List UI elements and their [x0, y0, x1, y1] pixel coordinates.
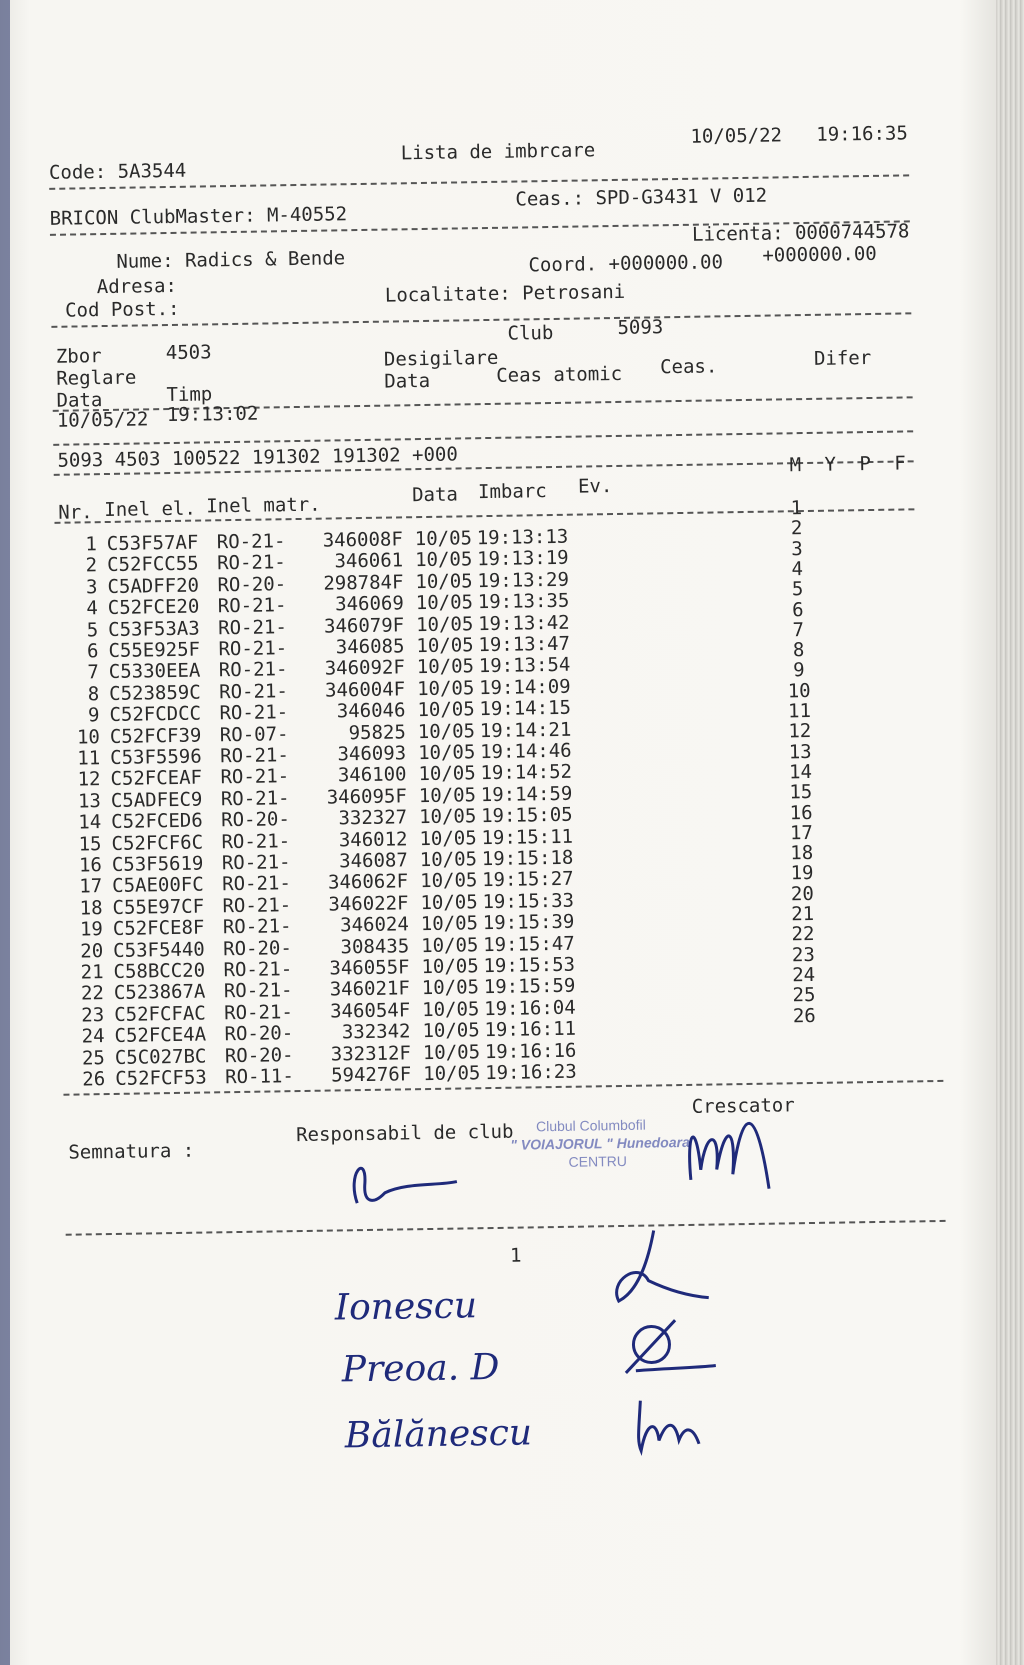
entry-date: 10/05: [417, 698, 475, 722]
flight-value: 4503: [165, 341, 212, 365]
col-inel-el: Inel el.: [104, 497, 196, 522]
stamp-line-3: CENTRU: [568, 1152, 628, 1170]
coordinates: Coord. +000000.00: [528, 251, 724, 277]
handwritten-name-2: Preoa. D: [341, 1346, 500, 1391]
ring-number: 594276F: [330, 1063, 412, 1087]
row-number: 19: [79, 918, 104, 941]
entry-date: 10/05: [422, 1019, 480, 1043]
ring-prefix: RO-21-: [220, 786, 290, 811]
entry-date: 10/05: [421, 976, 480, 1000]
ring-number: 346055F: [329, 956, 410, 980]
flight-code-line: 5093 4503 100522 191302 191302 +000: [57, 443, 459, 472]
entry-time: 19:13:54: [478, 654, 571, 678]
ring-prefix: RO-21-: [222, 893, 292, 918]
ring-number: 346087: [339, 849, 409, 873]
entry-time: 19:13:35: [477, 589, 570, 614]
entry-time: 19:14:21: [479, 718, 572, 742]
handwritten-signature-1: [598, 1219, 719, 1311]
entry-date: 10/05: [418, 762, 476, 786]
position-number: 19: [790, 862, 814, 885]
entry-time: 19:15:27: [481, 868, 574, 892]
entry-time: 19:15:47: [482, 932, 575, 956]
row-number: 7: [87, 661, 100, 684]
print-datetime: 10/05/22 19:16:35: [690, 122, 908, 148]
entry-date: 10/05: [420, 912, 479, 936]
entry-date: 10/05: [415, 612, 474, 636]
ring-number: 346012: [338, 827, 408, 851]
divider: [51, 312, 911, 328]
ring-number: 346085: [335, 635, 405, 659]
handwritten-signature-2: [615, 1307, 726, 1389]
position-number: 2: [790, 517, 803, 540]
electronic-ring: C55E925F: [108, 638, 201, 662]
entry-date: 10/05: [417, 741, 476, 765]
col-data: Data: [411, 483, 459, 507]
row-number: 12: [77, 768, 101, 791]
position-number: 26: [792, 1004, 816, 1027]
page-number: 1: [509, 1244, 522, 1267]
electronic-ring: C53F53A3: [107, 617, 200, 641]
club-label: Club: [507, 321, 554, 345]
ring-number: 298784F: [323, 571, 404, 595]
ring-prefix: RO-20-: [224, 1043, 294, 1067]
position-number: 15: [789, 781, 813, 804]
ring-prefix: RO-07-: [219, 722, 289, 746]
clock-id: Ceas.: SPD-G3431 V 012: [515, 184, 768, 211]
ring-prefix: RO-21-: [221, 829, 291, 853]
ring-number: 346046: [336, 699, 406, 723]
entry-time: 19:16:23: [485, 1060, 577, 1085]
ring-number: 346022F: [328, 892, 409, 916]
electronic-ring: C52FCE4A: [114, 1023, 207, 1048]
ring-number: 308435: [340, 934, 410, 958]
ring-prefix: RO-21-: [217, 615, 287, 639]
entry-date: 10/05: [414, 548, 473, 572]
entry-date: 10/05: [417, 719, 476, 743]
position-number: 25: [792, 984, 816, 1007]
electronic-ring: C53F5619: [111, 852, 204, 876]
entry-date: 10/05: [419, 848, 478, 872]
club-responsible-signature: [336, 1141, 477, 1213]
setting-time: 19:13:02: [166, 402, 259, 427]
handwritten-signature-3: [626, 1390, 717, 1461]
breeder-signature: [675, 1088, 797, 1200]
col-inel-matr: Inel matr.: [206, 493, 321, 518]
position-number: 3: [791, 537, 803, 560]
entry-date: 10/05: [415, 570, 473, 593]
flight-label: Zbor: [55, 345, 102, 368]
ring-prefix: RO-20-: [221, 808, 290, 832]
entry-time: 19:15:18: [481, 846, 574, 871]
row-number: 4: [86, 597, 99, 620]
ring-number: 346093: [337, 742, 407, 766]
row-number: 11: [77, 747, 101, 770]
ring-prefix: RO-21-: [216, 551, 286, 575]
electronic-ring: C53F57AF: [106, 531, 199, 556]
ring-prefix: RO-21-: [217, 594, 287, 618]
handwritten-name-1: Ionescu: [334, 1285, 478, 1329]
entry-time: 19:14:09: [478, 675, 571, 699]
position-number: 13: [788, 740, 812, 763]
position-number: 6: [792, 598, 804, 621]
licence-number: Licenta: 0000744578: [691, 220, 910, 246]
electronic-ring: C52FCFAC: [114, 1002, 206, 1026]
ring-prefix: RO-21-: [221, 851, 291, 875]
electronic-ring: C52FCE20: [107, 595, 200, 620]
position-number: 23: [791, 943, 815, 966]
ring-number: 346079F: [323, 613, 405, 638]
footer-divider: [66, 1220, 946, 1236]
entry-date: 10/05: [418, 805, 477, 829]
row-number: 15: [78, 832, 102, 856]
entry-time: 19:14:52: [480, 761, 573, 785]
ring-number: 346054F: [329, 999, 411, 1023]
entry-date: 10/05: [418, 784, 477, 807]
electronic-ring: C53F5596: [110, 745, 202, 769]
col-nr: Nr.: [58, 501, 93, 524]
ring-number: 346004F: [324, 678, 406, 702]
position-number: 24: [792, 963, 816, 987]
electronic-ring: C5C027BC: [114, 1045, 207, 1069]
scan-edge-left: [0, 0, 10, 1665]
entry-date: 10/05: [421, 955, 479, 979]
ring-number: 346021F: [329, 977, 411, 1001]
row-number: 3: [85, 575, 98, 599]
ring-prefix: RO-21-: [218, 658, 288, 682]
entry-time: 19:15:33: [482, 889, 575, 913]
entry-date: 10/05: [421, 933, 479, 957]
entry-time: 19:15:59: [483, 975, 576, 999]
electronic-ring: C5AE00FC: [112, 873, 204, 898]
ring-prefix: RO-20-: [223, 936, 293, 960]
entry-time: 19:14:59: [480, 782, 573, 806]
unsealing-date-label: Data: [384, 369, 431, 393]
ring-prefix: RO-21-: [216, 530, 286, 554]
entry-time: 19:13:47: [478, 632, 571, 657]
position-number: 8: [792, 639, 805, 662]
coordinates-2: +000000.00: [762, 242, 877, 267]
row-number: 26: [82, 1068, 106, 1091]
electronic-ring: C55E97CF: [112, 895, 205, 919]
divider: [53, 430, 913, 446]
ring-number: 346069: [334, 592, 404, 616]
ring-prefix: RO-21-: [223, 958, 293, 982]
electronic-ring: C52FCDCC: [109, 702, 202, 727]
row-number: 22: [80, 982, 105, 1005]
ring-number: 332342: [341, 1020, 411, 1044]
electronic-ring: C523859C: [109, 681, 201, 705]
postal-code-label: Cod Post.:: [64, 297, 180, 322]
entry-time: 19:16:16: [484, 1039, 577, 1063]
ring-number: 346062F: [327, 870, 409, 894]
electronic-ring: C5330EEA: [108, 659, 201, 684]
ring-prefix: RO-21-: [223, 979, 293, 1003]
position-number: 10: [787, 679, 811, 703]
ring-number: 346095F: [326, 785, 407, 809]
row-number: 25: [81, 1046, 106, 1070]
row-number: 21: [80, 961, 104, 984]
clock-label: Ceas.: [659, 355, 718, 379]
ring-prefix: RO-11-: [225, 1065, 295, 1089]
entry-time: 19:13:19: [476, 547, 569, 571]
entry-time: 19:15:11: [481, 825, 574, 849]
ring-number: 346008F: [322, 528, 403, 552]
ring-prefix: RO-20-: [224, 1022, 294, 1046]
ring-prefix: RO-21-: [224, 1000, 294, 1025]
position-number: 9: [792, 659, 805, 682]
row-number: 8: [87, 682, 100, 706]
electronic-ring: C52FCEAF: [110, 766, 203, 791]
difference-label: Difer: [813, 346, 872, 370]
entry-date: 10/05: [416, 634, 474, 658]
position-number: 16: [789, 801, 813, 824]
handwritten-name-3: Bălănescu: [344, 1412, 533, 1457]
position-number: 20: [790, 882, 815, 905]
electronic-ring: C58BCC20: [113, 959, 206, 983]
electronic-ring: C5ADFEC9: [110, 788, 203, 812]
row-number: 18: [79, 896, 103, 920]
row-number: 23: [81, 1003, 105, 1027]
col-myp: M Y P F: [789, 452, 912, 477]
setting-date: 10/05/22: [56, 408, 149, 432]
ring-prefix: RO-21-: [220, 765, 290, 789]
setting-label: Reglare: [56, 366, 137, 390]
row-number: 16: [78, 854, 103, 877]
position-number: 1: [790, 497, 803, 520]
entry-date: 10/05: [419, 869, 478, 893]
row-number: 10: [76, 725, 101, 749]
position-number: 4: [791, 557, 804, 581]
locality: Localitate: Petrosani: [384, 280, 626, 307]
electronic-ring: C523867A: [113, 980, 206, 1005]
row-number: 20: [80, 939, 104, 963]
entry-date: 10/05: [422, 1040, 481, 1064]
ring-number: 332312F: [330, 1041, 412, 1066]
entry-date: 10/05: [423, 1062, 481, 1086]
row-number: 9: [87, 704, 100, 727]
clubmaster-id: BRICON ClubMaster: M-40552: [49, 203, 348, 230]
address-label: Adresa:: [96, 274, 178, 299]
code-label: Code: 5A3544: [48, 159, 187, 184]
row-number: 5: [86, 618, 99, 641]
position-number: 11: [787, 699, 812, 723]
electronic-ring: C5ADFF20: [107, 574, 200, 598]
electronic-ring: C52FCC55: [106, 552, 199, 577]
position-number: 17: [789, 821, 814, 845]
entry-date: 10/05: [415, 591, 474, 615]
position-number: 14: [788, 760, 813, 784]
ring-number: 95825: [348, 720, 406, 744]
atomic-clock-label: Ceas atomic: [496, 362, 623, 387]
col-ev: Ev.: [577, 475, 613, 498]
electronic-ring: C52FCF53: [115, 1066, 207, 1090]
ring-prefix: RO-21-: [218, 679, 288, 704]
ring-number: 346092F: [324, 656, 405, 680]
entry-date: 10/05: [416, 677, 475, 700]
ring-number: 346061: [334, 549, 404, 573]
position-number: 21: [791, 902, 815, 926]
ring-number: 346100: [337, 763, 407, 787]
entry-time: 19:14:15: [479, 696, 572, 721]
stamp-line-2: " VOIAJORUL " Hunedoara: [510, 1133, 690, 1153]
electronic-ring: C52FCED6: [111, 809, 203, 834]
ring-prefix: RO-21-: [222, 915, 292, 939]
row-number: 13: [77, 789, 102, 813]
entry-time: 19:13:42: [477, 611, 570, 635]
entry-time: 19:13:29: [477, 568, 570, 592]
row-number: 14: [78, 811, 102, 834]
printed-form: [40, 95, 1002, 1510]
row-number: 1: [85, 533, 97, 556]
stamp-line-1: Clubul Columbofil: [535, 1116, 646, 1135]
ring-prefix: RO-21-: [218, 637, 288, 661]
electronic-ring: C52FCE8F: [112, 916, 205, 941]
entry-time: 19:14:46: [479, 739, 572, 764]
entry-time: 19:16:04: [484, 996, 576, 1020]
row-number: 2: [85, 554, 98, 577]
entry-date: 10/05: [420, 891, 478, 914]
ring-prefix: RO-21-: [220, 744, 289, 768]
entry-time: 19:15:53: [483, 953, 576, 978]
document-title: Lista de imbrcare: [400, 139, 596, 165]
position-number: 22: [791, 923, 815, 946]
row-number: 24: [81, 1025, 105, 1048]
signature-label: Semnatura :: [68, 1139, 195, 1164]
ring-number: 346024: [340, 913, 410, 937]
ring-number: 332327: [338, 806, 408, 830]
row-number: 17: [79, 875, 103, 898]
entry-date: 10/05: [416, 655, 475, 679]
row-number: 6: [86, 640, 99, 663]
col-imbarc: Imbarc: [477, 480, 547, 504]
electronic-ring: C53F5440: [113, 938, 205, 962]
date-label: Data: [56, 389, 103, 412]
entry-date: 10/05: [414, 527, 473, 551]
position-number: 7: [792, 618, 805, 642]
entry-date: 10/05: [422, 998, 480, 1021]
ring-prefix: RO-21-: [219, 701, 289, 725]
entry-date: 10/05: [419, 826, 477, 850]
entry-time: 19:15:39: [482, 910, 575, 935]
unsealing-label: Desigilare: [383, 346, 499, 371]
time-label: Timp: [166, 383, 213, 407]
club-responsible-label: Responsabil de club: [295, 1120, 514, 1147]
ring-prefix: RO-21-: [222, 872, 291, 896]
ring-prefix: RO-20-: [217, 572, 287, 597]
owner-name: Nume: Radics & Bende: [116, 247, 346, 273]
electronic-ring: C52FCF6C: [111, 831, 204, 855]
breeder-label: Crescator: [691, 1094, 795, 1118]
position-number: 12: [788, 720, 812, 743]
entry-time: 19:15:05: [480, 803, 573, 828]
position-number: 5: [791, 578, 804, 601]
entry-time: 19:16:11: [484, 1017, 577, 1042]
club-value: 5093: [617, 316, 664, 339]
electronic-ring: C52FCF39: [109, 724, 202, 748]
position-number: 18: [790, 842, 814, 865]
entry-time: 19:13:13: [476, 525, 569, 550]
